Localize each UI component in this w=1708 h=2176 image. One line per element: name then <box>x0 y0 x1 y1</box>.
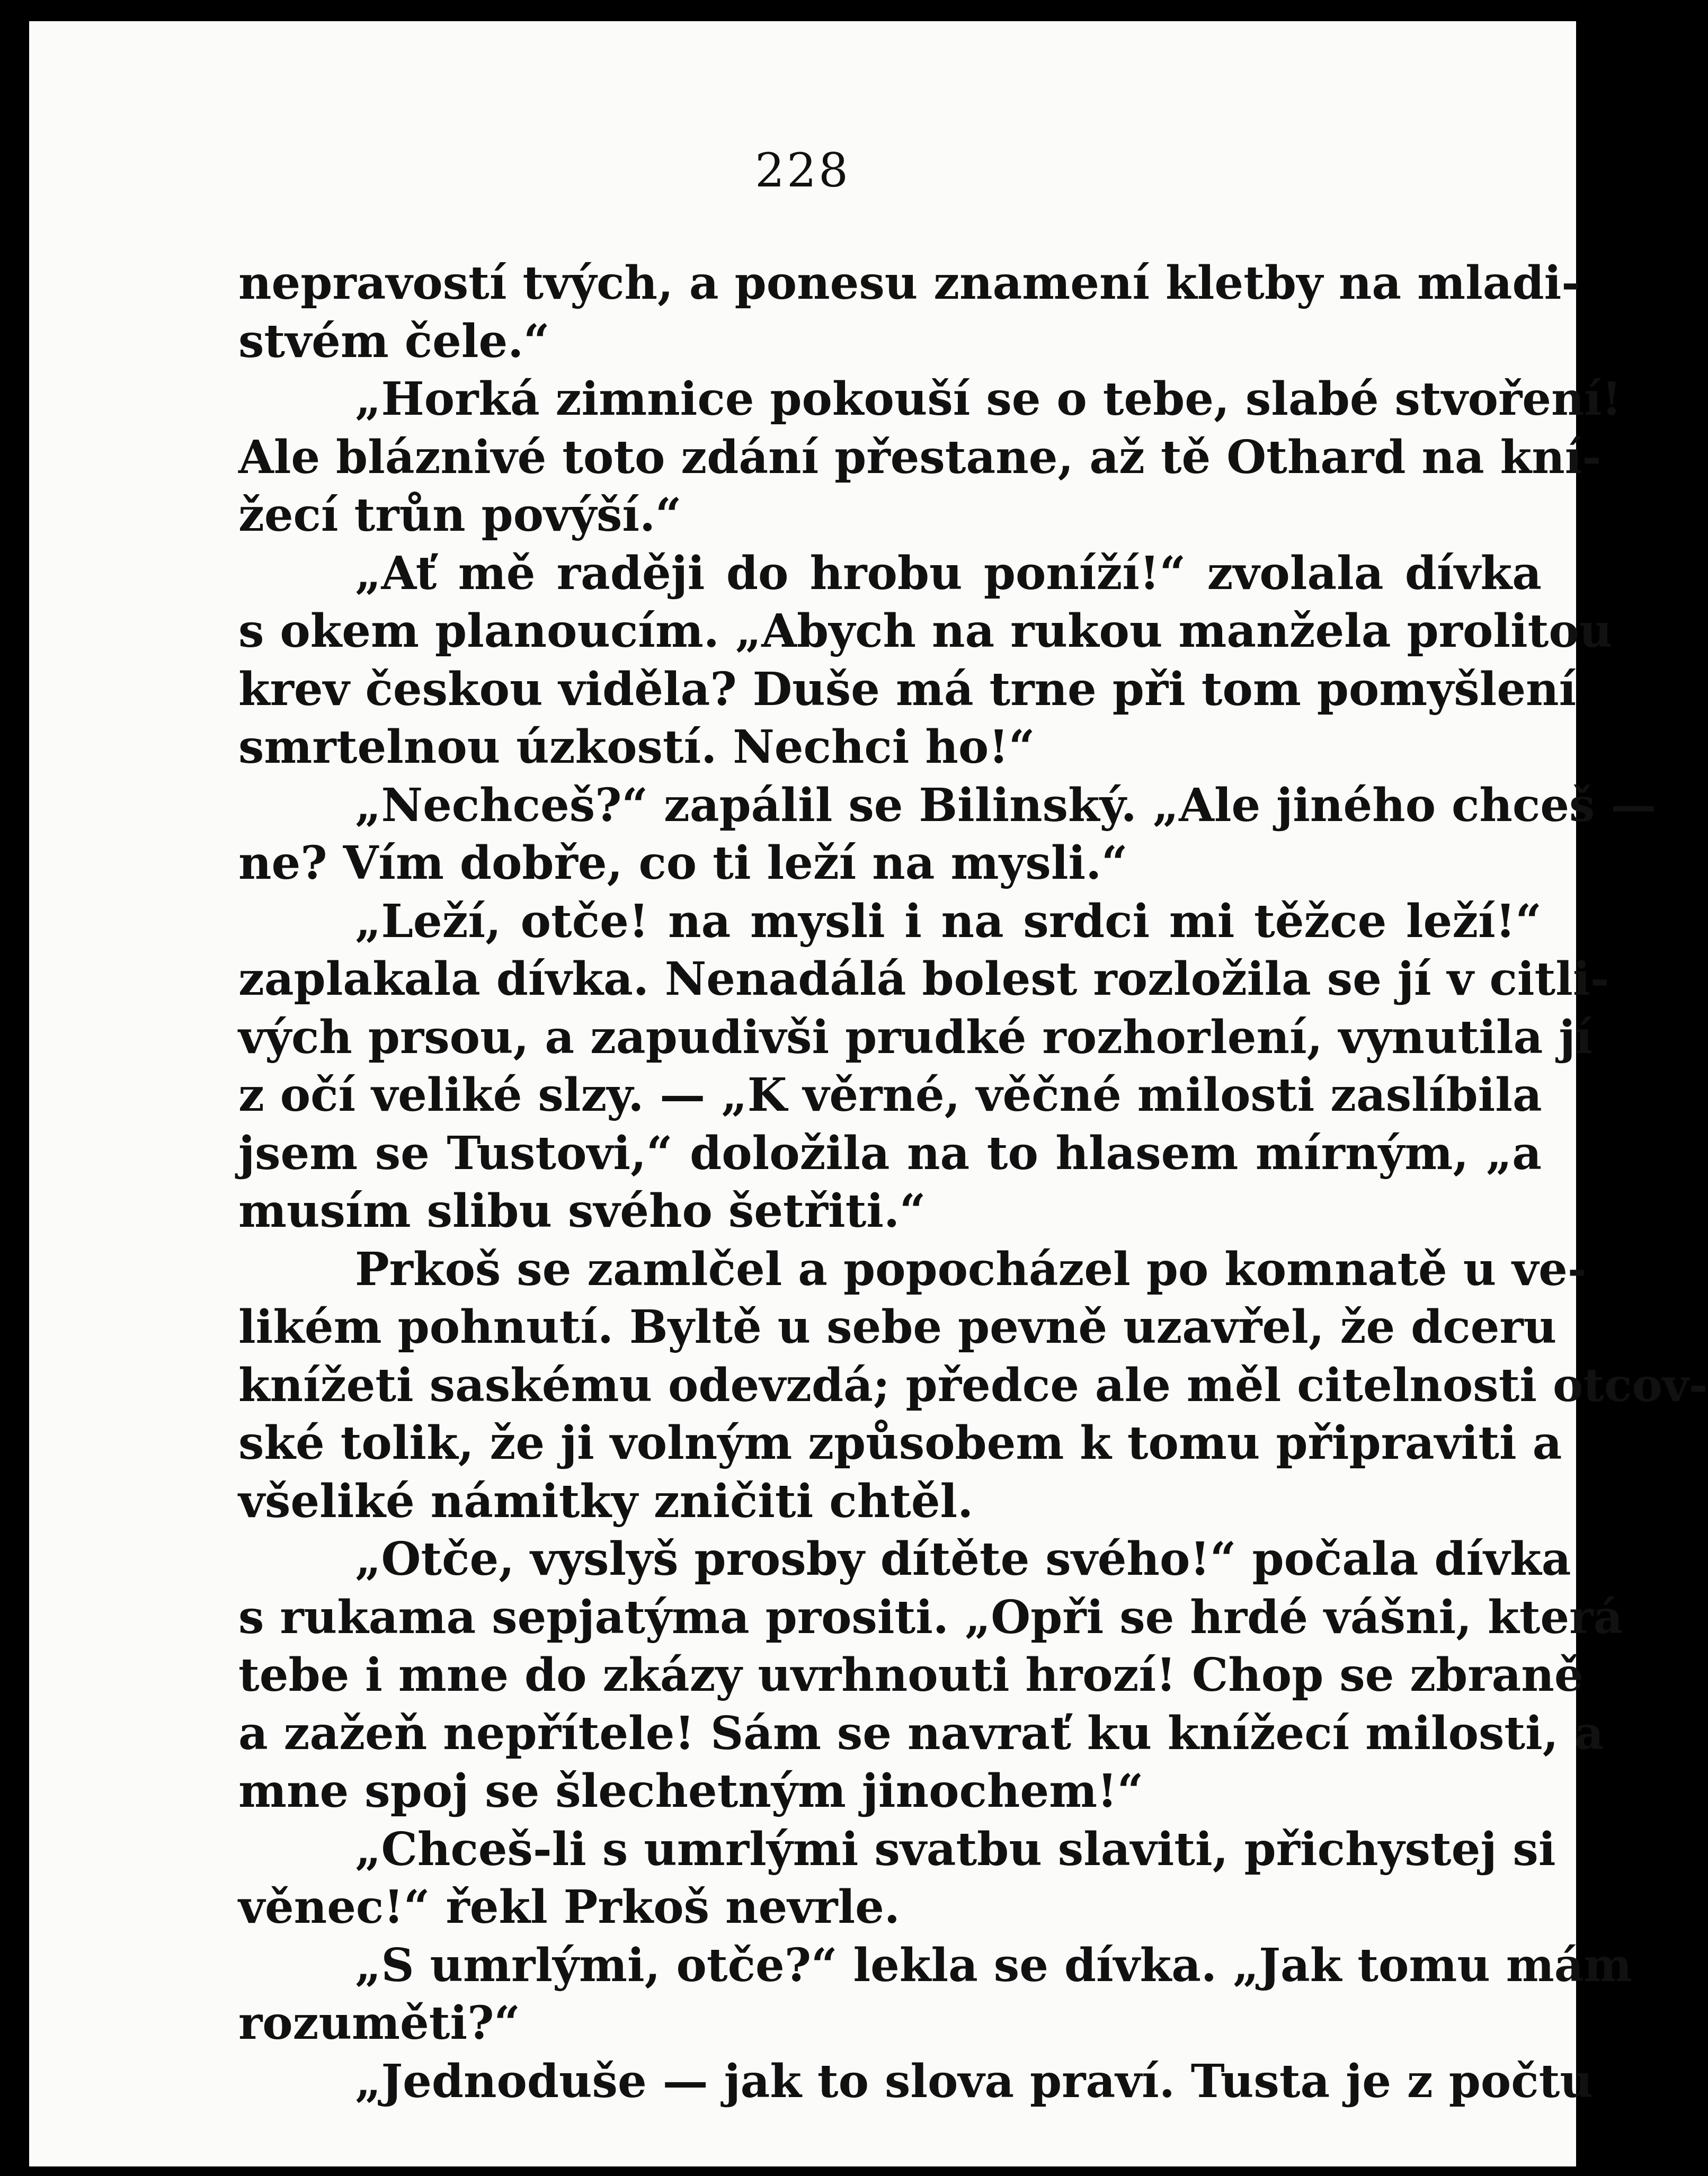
text-line: Prkoš se zamlčel a popocházel po komnatě u ve- <box>355 1242 1587 1296</box>
text-line: vých prsou, a zapudivši prudké rozhorlení, vynutila jí <box>238 1010 1593 1064</box>
text-line: mne spoj se šlechetným jinochem!“ <box>238 1764 1144 1818</box>
text-line: Ale bláznivé toto zdání přestane, až tě Othard na kní- <box>238 430 1602 484</box>
text-line: „Leží, otče! na mysli i na srdci mi těžce leží!“ <box>355 894 1542 948</box>
body-text <box>238 254 1708 2110</box>
text-line: „Jednoduše — jak to slova praví. Tusta je z počtu <box>355 2054 1593 2108</box>
text-line: žecí trůn povýší.“ <box>238 488 682 542</box>
text-line: krev českou viděla? Duše má trne při tom pomyšlení <box>238 662 1577 716</box>
text-line: „S umrlými, otče?“ lekla se dívka. „Jak tomu mám <box>355 1938 1632 1992</box>
text-line: „Chceš-li s umrlými svatbu slaviti, přichystej si <box>355 1822 1556 1876</box>
book-page <box>29 21 1708 2166</box>
text-line: věnec!“ řekl Prkoš nevrle. <box>238 1880 900 1934</box>
text-line: musím slibu svého šetřiti.“ <box>238 1184 926 1238</box>
text-line: ské tolik, že ji volným způsobem k tomu připraviti a <box>238 1416 1562 1470</box>
text-line: zaplakala dívka. Nenadálá bolest rozložila se jí v citli- <box>238 952 1609 1006</box>
text-line: nepravostí tvých, a ponesu znamení kletby na mladi- <box>238 256 1580 310</box>
text-line: s okem planoucím. „Abych na rukou manžela prolitou <box>238 604 1613 658</box>
page-number: 228 <box>755 143 850 198</box>
text-line: „Horká zimnice pokouší se o tebe, slabé stvoření! <box>355 372 1622 426</box>
text-line: stvém čele.“ <box>238 314 550 368</box>
text-line: rozuměti?“ <box>238 1996 520 2050</box>
text-line: všeliké námitky zničiti chtěl. <box>238 1474 974 1528</box>
text-line: „Otče, vyslyš prosby dítěte svého!“ počala dívka <box>355 1532 1571 1586</box>
text-line: ne? Vím dobře, co ti leží na mysli.“ <box>238 836 1128 890</box>
text-line: likém pohnutí. Byltě u sebe pevně uzavřel, že dceru <box>238 1300 1557 1354</box>
text-line: a zažeň nepřítele! Sám se navrať ku knížecí milosti, a <box>238 1706 1604 1760</box>
text-line: z očí veliké slzy. — „K věrné, věčné milosti zaslíbila <box>238 1068 1542 1122</box>
text-line: knížeti saskému odevzdá; předce ale měl citelnosti otcov- <box>238 1358 1708 1412</box>
text-line: „Ať mě raději do hrobu poníží!“ zvolala dívka <box>355 546 1542 600</box>
text-line: s rukama sepjatýma prositi. „Opři se hrdé vášni, která <box>238 1590 1623 1644</box>
text-line: jsem se Tustovi,“ doložila na to hlasem mírným, „a <box>238 1126 1542 1180</box>
text-line: smrtelnou úzkostí. Nechci ho!“ <box>238 720 1035 774</box>
text-line: „Nechceš?“ zapálil se Bilinský. „Ale jiného chceš — <box>355 778 1657 832</box>
text-line: tebe i mne do zkázy uvrhnouti hrozí! Chop se zbraně <box>238 1648 1584 1702</box>
